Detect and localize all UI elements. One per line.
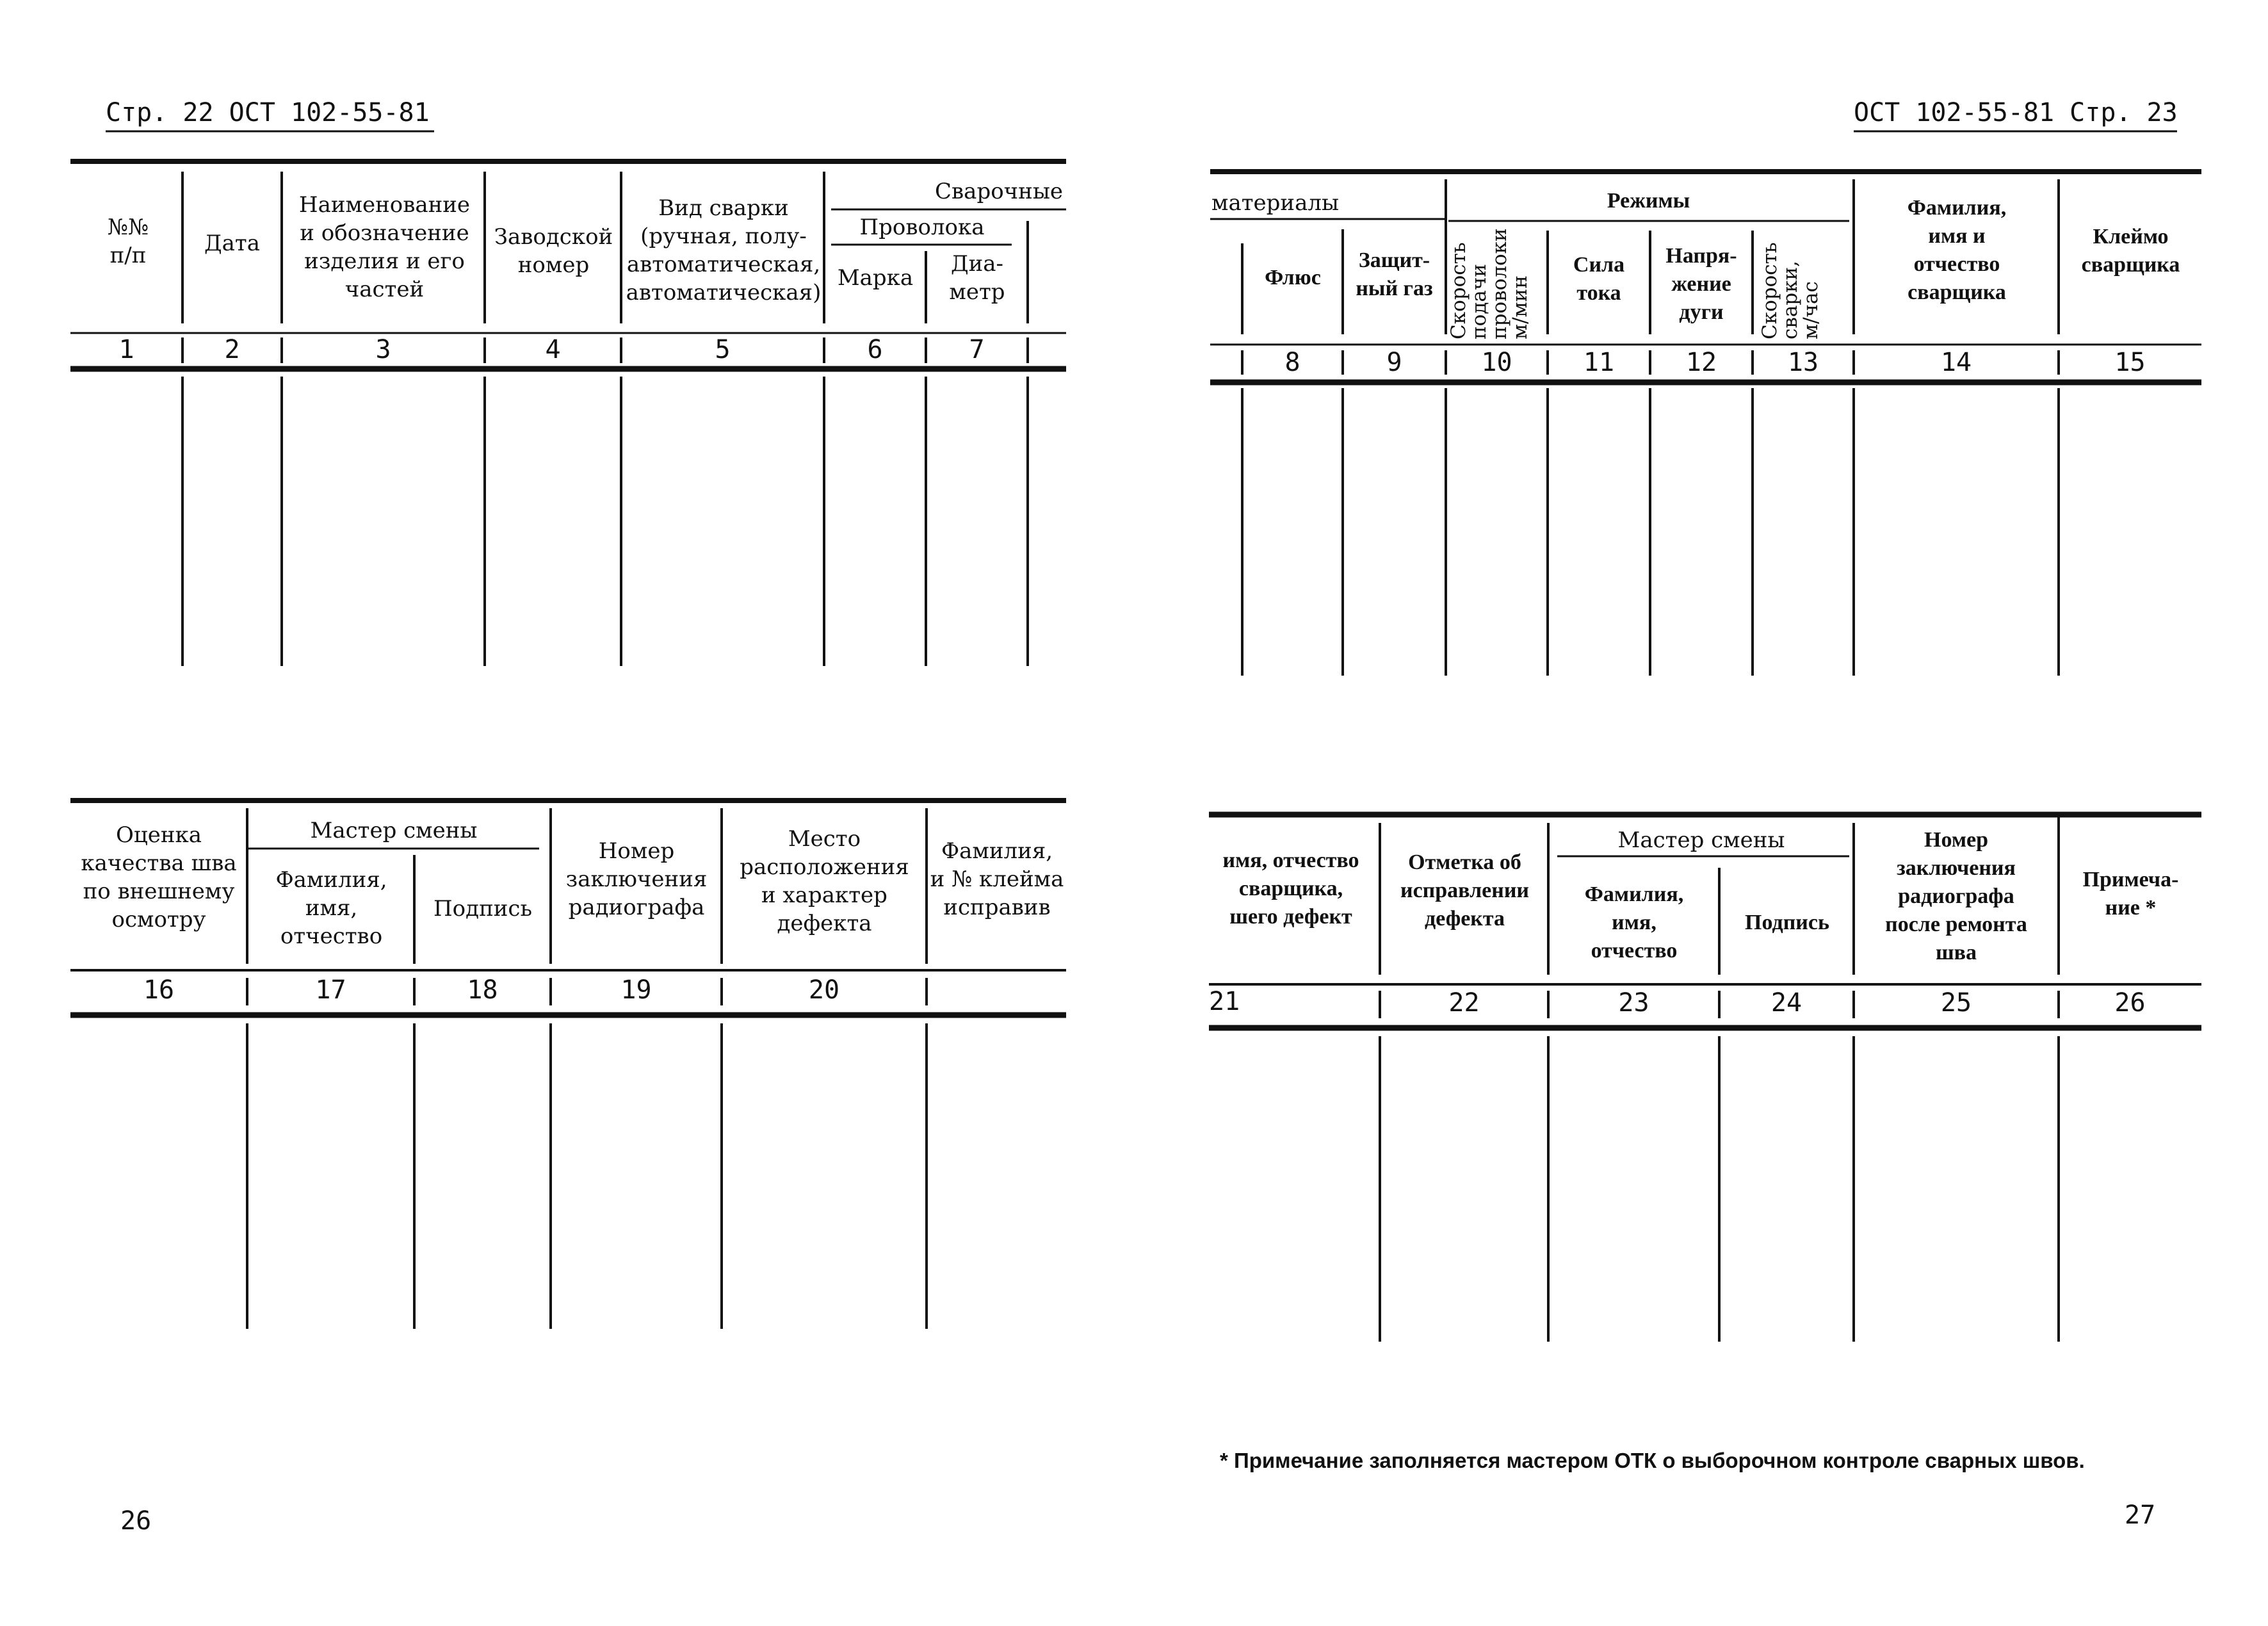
column-number: 2 — [224, 335, 240, 364]
group-header-materials: материалы — [1211, 190, 1340, 216]
group-header-welding-materials: Сварочные — [935, 179, 1063, 204]
header-cell: Вид сварки (ручная, полу- автоматическая, автоматическая) — [626, 195, 822, 305]
column-number: 13 — [1787, 348, 1819, 377]
header-cell: Номер заключения радиографа — [565, 838, 708, 920]
header-cell: Фамилия, имя и отчество сварщика — [1907, 196, 2007, 304]
header-cell: Место расположения и характер дефекта — [740, 826, 909, 936]
header-cell: Напря- жение дуги — [1665, 244, 1737, 324]
column-number: 12 — [1685, 348, 1717, 377]
column-number: 1 — [118, 335, 134, 364]
header-cell: Оценка качества шва по внешнему осмотру — [81, 822, 237, 932]
group-header-shift-master: Мастер смены — [310, 818, 478, 843]
header-cell: Марка — [837, 265, 914, 291]
header-cell: Фамилия, и № клейма исправив — [930, 838, 1064, 920]
page-number-left: 26 — [120, 1506, 152, 1536]
header-cell: Заводской номер — [494, 224, 613, 278]
column-number: 26 — [2114, 988, 2146, 1018]
column-number: 23 — [1618, 988, 1649, 1018]
column-number: 24 — [1770, 988, 1802, 1018]
column-number: 10 — [1481, 348, 1512, 377]
header-cell: Фамилия, имя, отчество — [275, 867, 387, 949]
running-head-right: ОСТ 102-55-81 Стр. 23 — [1854, 98, 2178, 127]
column-number: 22 — [1448, 988, 1480, 1018]
header-cell: Фамилия, имя, отчество — [1584, 882, 1684, 963]
column-number: 16 — [143, 975, 175, 1005]
group-header-shift-master: Мастер смены — [1617, 827, 1785, 853]
header-cell: Диа- метр — [949, 251, 1005, 305]
column-number: 14 — [1940, 348, 1972, 377]
column-number: 7 — [969, 335, 985, 364]
header-cell: Подпись — [433, 896, 532, 922]
header-cell: №№ п/п — [107, 215, 149, 268]
header-cell-rotated: Скорость сварки, м/час — [1758, 242, 1822, 339]
header-cell: Отметка об исправлении дефекта — [1400, 850, 1530, 931]
column-number: 17 — [315, 975, 346, 1005]
column-number: 3 — [375, 335, 391, 364]
header-cell: имя, отчество сварщика, шего дефект — [1222, 849, 1359, 929]
column-number: 6 — [867, 335, 883, 364]
header-cell: Номер заключения радиографа после ремонта шва — [1885, 828, 2027, 964]
footnote: * Примечание заполняется мастером ОТК о выборочном контроле сварных швов. — [1220, 1449, 2085, 1472]
column-number: 20 — [808, 975, 840, 1005]
group-header-modes: Режимы — [1607, 189, 1690, 213]
column-number: 4 — [545, 335, 561, 364]
column-number: 5 — [715, 335, 731, 364]
column-number: 25 — [1940, 988, 1972, 1018]
running-head-left: Стр. 22 ОСТ 102-55-81 — [106, 98, 430, 127]
column-number: 15 — [2114, 348, 2146, 377]
header-cell: Примеча- ние * — [2082, 868, 2179, 920]
header-cell: Флюс — [1265, 266, 1321, 289]
column-number: 21 — [1209, 987, 1240, 1016]
column-number: 8 — [1284, 348, 1300, 377]
column-number: 18 — [467, 975, 498, 1005]
header-cell: Дата — [204, 231, 260, 256]
header-cell: Наименование и обозначение изделия и его частей — [298, 192, 471, 302]
header-cell-rotated: Скорость подачи проволоки м/мин — [1447, 228, 1532, 339]
column-number: 11 — [1583, 348, 1615, 377]
column-number: 19 — [620, 975, 652, 1005]
header-cell: Сила тока — [1573, 253, 1625, 305]
page-number-right: 27 — [2125, 1500, 2156, 1530]
header-cell: Клеймо сварщика — [2081, 225, 2180, 277]
column-number: 9 — [1386, 348, 1402, 377]
group-header-wire: Проволока — [859, 215, 985, 240]
header-cell: Защит- ный газ — [1356, 248, 1433, 300]
header-cell: Подпись — [1745, 911, 1829, 934]
